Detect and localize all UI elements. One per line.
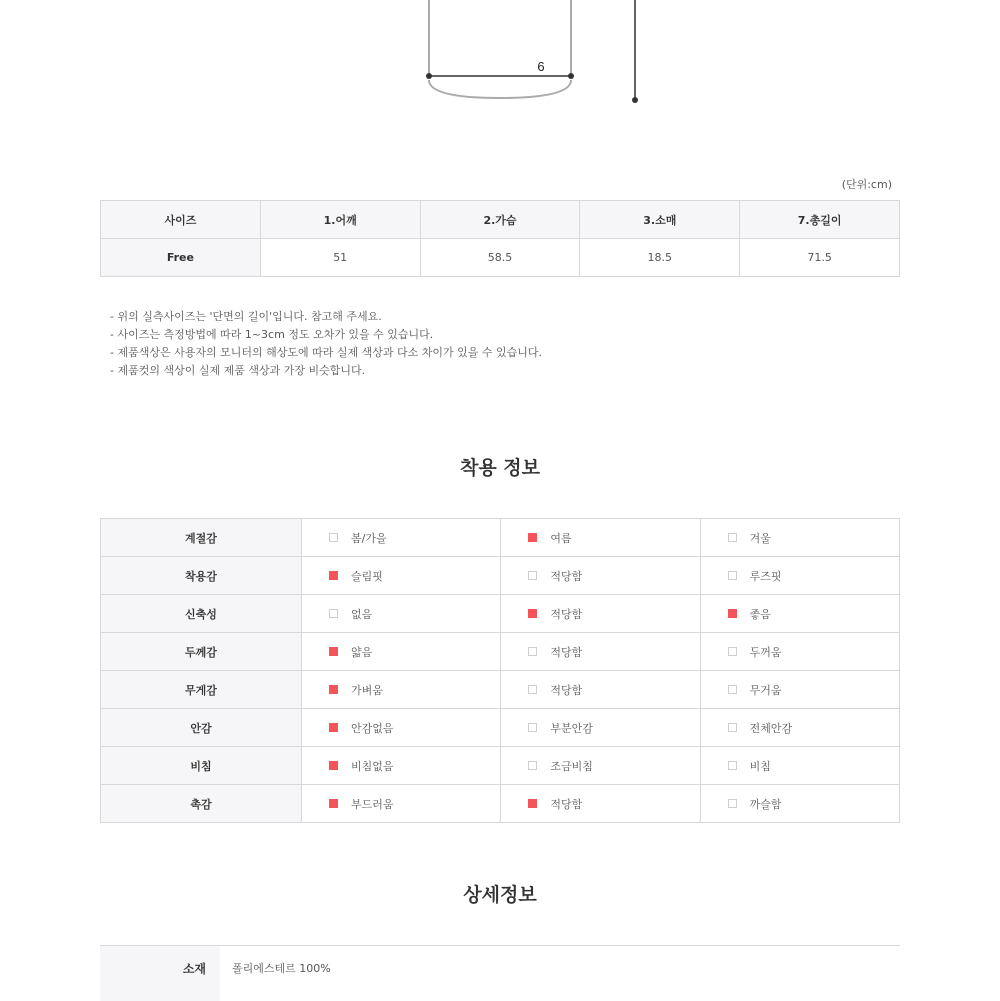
unchecked-box-icon (728, 723, 737, 732)
unchecked-box-icon (528, 647, 537, 656)
fit-option-cell (700, 747, 899, 785)
fit-option (501, 606, 699, 622)
fit-row (101, 519, 900, 557)
fit-option (501, 796, 699, 812)
detail-info-title: 상세정보 (463, 884, 537, 906)
fit-option-label: 루즈핏 (749, 569, 782, 583)
fit-option-label: 비침 (749, 759, 771, 773)
fit-row-label: 계절감 (101, 519, 302, 557)
fit-option-cell (501, 709, 700, 747)
fit-option-cell (302, 595, 501, 633)
fit-option-label: 좋음 (749, 607, 771, 621)
unchecked-box-icon (728, 533, 737, 542)
fit-option-label: 적당함 (550, 797, 583, 811)
fit-option-cell (302, 557, 501, 595)
fit-option (701, 720, 899, 736)
fit-option-label: 슬림핏 (351, 569, 383, 583)
checked-box-icon (329, 647, 338, 656)
size-header-4: 7.총길이 (740, 201, 900, 239)
fit-option-label: 여름 (550, 531, 572, 545)
fit-option-label: 전체안감 (749, 721, 793, 735)
fit-option (302, 644, 500, 660)
fit-option (701, 758, 899, 774)
note-item: - 사이즈는 측정방법에 따라 1~3cm 정도 오차가 있을 수 있습니다. (110, 328, 434, 341)
fit-option-label: 부분안감 (550, 721, 593, 735)
fit-row-label: 두께감 (101, 633, 302, 671)
fit-option (302, 530, 500, 546)
fit-option-cell (501, 519, 700, 557)
fit-option (501, 758, 699, 774)
fit-info-title: 착용 정보 (459, 457, 541, 479)
measure-label: 6 (537, 59, 545, 74)
size-table (100, 200, 900, 277)
fit-option (501, 720, 699, 736)
fit-row-label: 착용감 (101, 557, 302, 595)
fit-option (701, 530, 899, 546)
size-value: 51 (260, 239, 420, 277)
fit-option-cell (302, 633, 501, 671)
fit-option-cell (501, 747, 700, 785)
fit-option-cell (302, 671, 501, 709)
unchecked-box-icon (728, 761, 737, 770)
fit-row (101, 709, 900, 747)
fit-option-label: 적당함 (550, 645, 583, 659)
fit-row (101, 595, 900, 633)
fit-option-cell (302, 519, 501, 557)
checked-box-icon (329, 685, 338, 694)
fit-option-label: 가벼움 (351, 683, 383, 697)
fit-option-cell (700, 785, 899, 823)
fit-option-label: 없음 (351, 607, 373, 621)
fit-option-cell (700, 633, 899, 671)
fit-row (101, 633, 900, 671)
fit-option (302, 568, 500, 584)
fit-option-label: 비침없음 (351, 759, 394, 773)
fit-option (302, 796, 500, 812)
fit-option-cell (501, 633, 700, 671)
fit-option-label: 적당함 (550, 569, 583, 583)
fit-option (701, 682, 899, 698)
checked-box-icon (728, 609, 737, 618)
size-row-label: Free (101, 239, 261, 277)
measurement-diagram (0, 0, 1000, 110)
fit-row-label: 신축성 (101, 595, 302, 633)
size-header-0: 사이즈 (101, 201, 261, 239)
fit-option-cell (302, 747, 501, 785)
unchecked-box-icon (528, 761, 537, 770)
fit-option-cell (700, 557, 899, 595)
fit-row (101, 747, 900, 785)
fit-option (501, 568, 699, 584)
fit-option-label: 얇음 (351, 645, 373, 659)
fit-option-cell (302, 709, 501, 747)
detail-row (100, 946, 900, 1001)
fit-row (101, 785, 900, 823)
checked-box-icon (329, 761, 338, 770)
note-item: - 제품컷의 색상이 실제 제품 색상과 가장 비슷합니다. (110, 364, 366, 377)
fit-row-label: 무게감 (101, 671, 302, 709)
fit-row-label: 비침 (101, 747, 302, 785)
fit-option-cell (700, 671, 899, 709)
detail-row-value: 폴리에스테르 100% (220, 946, 900, 1001)
fit-row-label: 촉감 (101, 785, 302, 823)
checked-box-icon (329, 723, 338, 732)
fit-option (701, 796, 899, 812)
fit-option-label: 겨울 (749, 531, 771, 545)
size-value: 58.5 (420, 239, 580, 277)
fit-option-label: 적당함 (550, 607, 583, 621)
size-header-1: 1.어깨 (260, 201, 420, 239)
unchecked-box-icon (728, 799, 737, 808)
size-notes (110, 308, 542, 380)
fit-option (701, 606, 899, 622)
fit-option-label: 두꺼움 (749, 645, 782, 659)
fit-option (501, 530, 699, 546)
unchecked-box-icon (728, 647, 737, 656)
size-value: 18.5 (580, 239, 740, 277)
fit-option (501, 644, 699, 660)
fit-option (701, 644, 899, 660)
fit-option (302, 758, 500, 774)
fit-row-label: 안감 (101, 709, 302, 747)
size-value: 71.5 (740, 239, 900, 277)
fit-option-cell (501, 557, 700, 595)
note-item: - 제품색상은 사용자의 모니터의 해상도에 따라 실제 색상과 다소 차이가 있을 수 있습니다. (110, 346, 542, 359)
fit-option-cell (700, 709, 899, 747)
unchecked-box-icon (728, 685, 737, 694)
fit-info-table (100, 518, 900, 823)
fit-row (101, 671, 900, 709)
fit-option-label: 무거움 (749, 683, 782, 697)
size-header-3: 3.소매 (580, 201, 740, 239)
fit-option-cell (501, 785, 700, 823)
detail-info-table (100, 945, 900, 1001)
fit-option-label: 안감없음 (351, 721, 394, 735)
unchecked-box-icon (528, 723, 537, 732)
fit-option (701, 568, 899, 584)
fit-option-cell (501, 671, 700, 709)
fit-option-cell (302, 785, 501, 823)
unchecked-box-icon (728, 571, 737, 580)
fit-row (101, 557, 900, 595)
unchecked-box-icon (528, 685, 537, 694)
unchecked-box-icon (528, 571, 537, 580)
detail-row-label: 소재 (100, 946, 220, 1001)
fit-option-cell (501, 595, 700, 633)
fit-option (302, 606, 500, 622)
unchecked-box-icon (329, 533, 338, 542)
fit-option (302, 720, 500, 736)
fit-option-label: 부드러움 (351, 797, 394, 811)
note-item: - 위의 실측사이즈는 '단면의 길이'입니다. 참고해 주세요. (110, 310, 382, 323)
checked-box-icon (528, 609, 537, 618)
checked-box-icon (329, 571, 338, 580)
fit-option-label: 적당함 (550, 683, 583, 697)
fit-option (501, 682, 699, 698)
fit-option-label: 조금비침 (550, 759, 593, 773)
fit-option-cell (700, 519, 899, 557)
fit-option-label: 까슬함 (749, 797, 782, 811)
unit-note: (단위:cm) (841, 178, 892, 191)
fit-option-label: 봄/가을 (351, 531, 387, 545)
size-row (101, 239, 900, 277)
checked-box-icon (329, 799, 338, 808)
checked-box-icon (528, 799, 537, 808)
size-header-2: 2.가슴 (420, 201, 580, 239)
fit-option-cell (700, 595, 899, 633)
unchecked-box-icon (329, 609, 338, 618)
checked-box-icon (528, 533, 537, 542)
fit-option (302, 682, 500, 698)
